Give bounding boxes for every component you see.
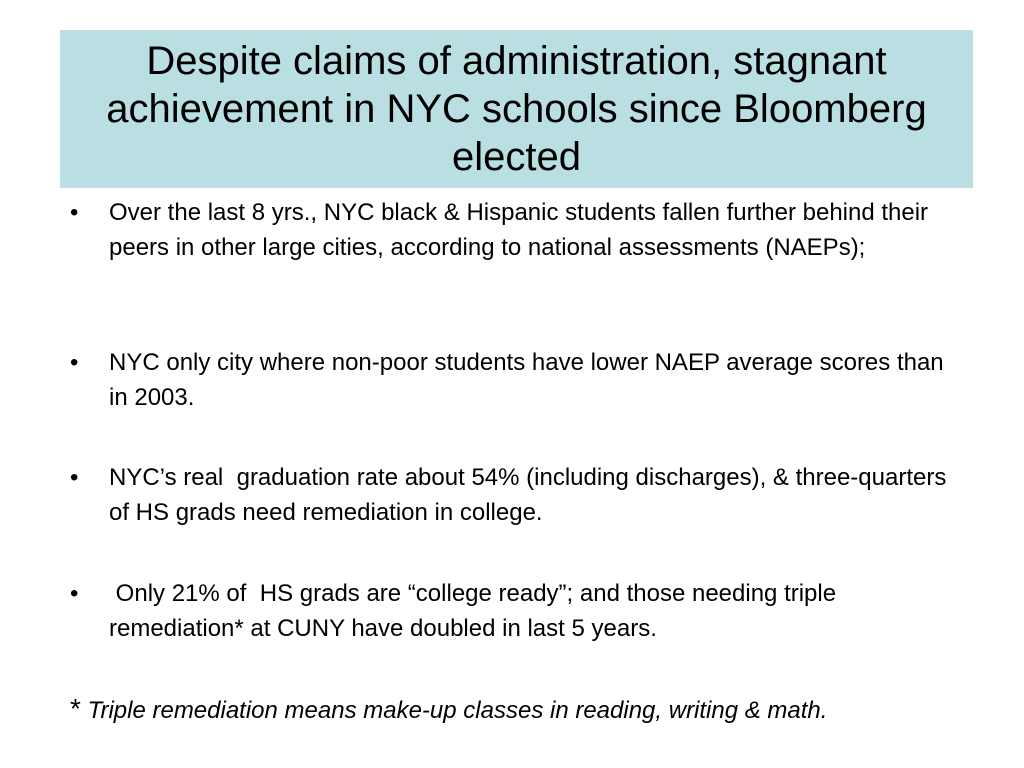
bullet-item <box>70 460 954 530</box>
footnote-marker: * <box>70 693 81 724</box>
bullet-dot-icon: • <box>70 199 79 226</box>
bullet-dot-icon: • <box>70 580 79 607</box>
title-banner <box>60 30 973 188</box>
bullet-item <box>70 576 950 646</box>
bullet-text: NYC’s real graduation rate about 54% (including discharges), & three-quarters of HS grads need remediation in college. <box>109 464 954 526</box>
footnote-text: Triple remediation means make-up classes in reading, writing & math. <box>80 697 828 724</box>
bullet-text: Over the last 8 yrs., NYC black & Hispanic students fallen further behind their peers in other large cities, according to national assessments (NAEPs); <box>109 199 935 261</box>
bullet-dot-icon: • <box>70 464 79 491</box>
bullet-text: Only 21% of HS grads are “college ready”; and those needing triple remediation* at CUNY have doubled in last 5 years. <box>109 580 843 642</box>
slide-title: Despite claims of administration, stagnant achievement in NYC schools since Bloomberg elected <box>106 39 927 179</box>
bullet-text: NYC only city where non-poor students have lower NAEP average scores than in 2003. <box>109 349 951 411</box>
bullet-dot-icon: • <box>70 349 79 376</box>
footnote <box>70 693 970 727</box>
bullet-item <box>70 195 950 265</box>
bullet-item <box>70 345 950 415</box>
